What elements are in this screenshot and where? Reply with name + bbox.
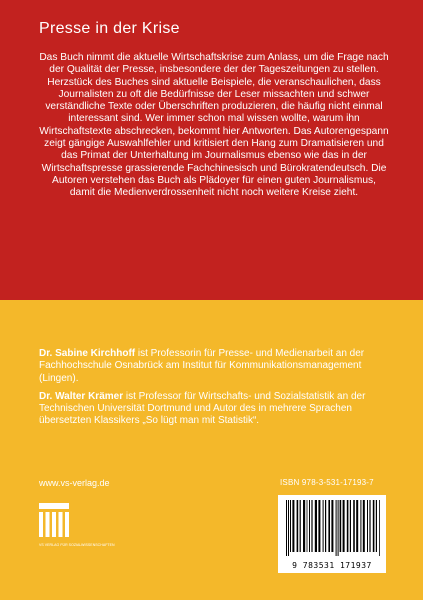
barcode-bar: [360, 500, 361, 552]
barcode-bar: [336, 500, 337, 556]
vs-verlag-logo-icon: [39, 503, 69, 537]
barcode-bar: [307, 500, 308, 552]
author-bio-text: ist Professorin für Presse- und Medienarbeit an der Fachhochschule Osnabrück am Institut für Kommunikationsmanagement (Lingen).: [39, 348, 365, 384]
barcode-bar: [369, 500, 370, 552]
author-bios: [39, 348, 387, 434]
barcode-bar: [376, 500, 377, 552]
book-title: Presse in der Krise: [39, 20, 180, 37]
barcode-bar: [343, 500, 345, 552]
barcode-bar: [290, 500, 291, 552]
barcode-bar: [373, 500, 375, 552]
barcode-bar: [331, 500, 333, 552]
barcode-bar: [309, 500, 310, 552]
book-blurb: Das Buch nimmt die aktuelle Wirtschaftskrise zum Anlass, um die Frage nach der Qualität der Presse, insbesondere der der Tageszeitungen zu stellen. Herzstück des Buches sind aktuelle Beispiele, die veranschaulichen, dass Journalisten zu oft die Bedürfnisse der Leser missachten und schwer verständliche Texte oder Überschriften produzieren, die häufig nicht einmal interessant sind. Wer immer schon mal wissen wollte, warum ihn Wirtschaftstexte abschrecken, bekommt hier Antworten. Das Autorengespann zeigt gängige Auswahlfehler und kritisiert den Hang zum Dramatisieren und das Primat der Unterhaltung im Journalismus ebenso wie das in der Wirtschaftspresse grassierende Fachchinesisch und Bürokratendeutsch. Die Autoren verstehen das Buch als Plädoyer für einen guten Journalismus, damit die Medienverdrossenheit nicht noch weitere Kreise zieht.: [39, 52, 389, 199]
barcode-bar: [297, 500, 299, 552]
author-bio-kirchhoff: [39, 348, 387, 385]
barcode-bar: [363, 500, 365, 552]
barcode-bar: [328, 500, 330, 552]
publisher-logo: [39, 503, 129, 547]
barcode-bar: [367, 500, 368, 552]
barcode-bar: [315, 500, 317, 552]
barcode-bar: [303, 500, 305, 552]
barcode-bar: [340, 500, 342, 552]
barcode-bar: [311, 500, 312, 552]
author-name: Dr. Walter Krämer: [39, 390, 124, 402]
barcode-bar: [347, 500, 349, 552]
barcode-bar: [318, 500, 320, 552]
barcode-bar: [286, 500, 287, 556]
barcode-bar: [356, 500, 358, 552]
barcode-bar: [292, 500, 294, 552]
barcode-bar: [300, 500, 301, 552]
barcode-bar: [379, 500, 380, 556]
author-bio-text: ist Professor für Wirtschafts- und Sozialstatistik an der Technischen Universität Dortmund und Autor des in mehrere Sprachen übersetzten Klassikers „So lügt man mit Statistik“.: [39, 390, 366, 427]
barcode-bar: [288, 500, 289, 556]
author-name: Dr. Sabine Kirchhoff: [39, 348, 136, 359]
isbn-barcode: [278, 495, 386, 573]
author-bio-kraemer: [39, 391, 387, 428]
barcode-bars: [286, 500, 380, 556]
publisher-website: www.vs-verlag.de: [39, 478, 110, 488]
barcode-number: 9 783531 171937: [292, 561, 372, 570]
isbn-label: ISBN 978-3-531-17193-7: [280, 478, 374, 487]
barcode-bar: [325, 500, 326, 552]
barcode-bar: [350, 500, 351, 552]
barcode-bar: [323, 500, 324, 552]
barcode-bar: [338, 500, 339, 556]
publisher-name: VS VERLAG FÜR SOZIALWISSENSCHAFTEN: [39, 543, 115, 547]
barcode-bar: [353, 500, 355, 552]
